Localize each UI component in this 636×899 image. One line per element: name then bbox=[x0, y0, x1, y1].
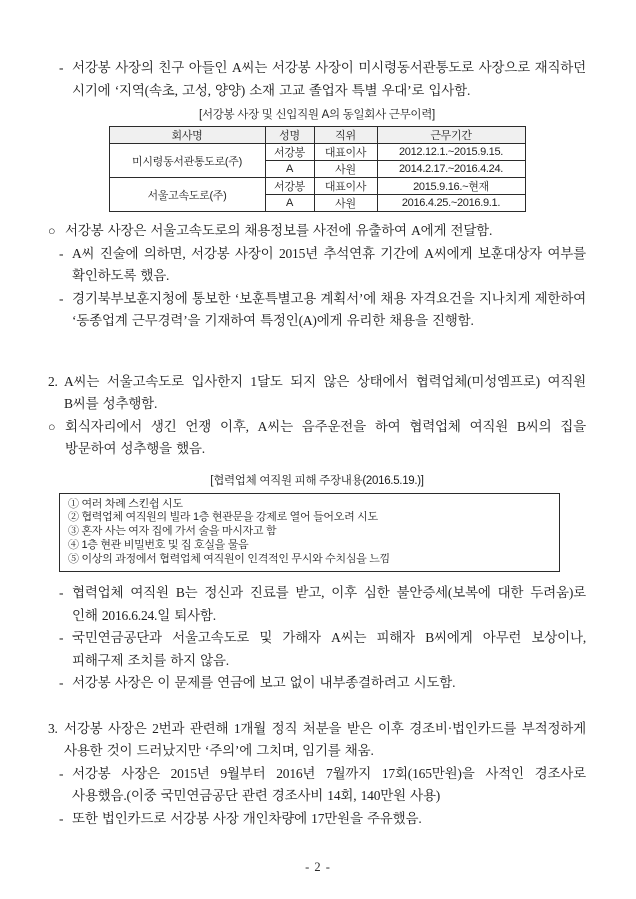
section-number: 2. bbox=[48, 373, 58, 389]
paragraph-text: 회식자리에서 생긴 언쟁 이후, A씨는 음주운전을 하여 협력업체 여직원 B씨의 집을 방문하여 성추행을 했음. bbox=[65, 418, 586, 456]
cell-name: A bbox=[265, 195, 314, 212]
cell-position: 사원 bbox=[314, 161, 377, 178]
paragraph-text: 또한 법인카드로 서강봉 사장 개인차량에 17만원을 주유했음. bbox=[72, 810, 422, 826]
victim-claims-box bbox=[59, 493, 560, 573]
page-number: - 2 - bbox=[305, 860, 331, 874]
paragraph-text: 서강봉 사장은 2015년 9월부터 2016년 7월까지 17회(165만원)을 사적인 경조사로 사용했음.(이중 국민연금공단 관련 경조사비 14회, 140만원 사용) bbox=[72, 765, 586, 804]
header-cell-company: 회사명 bbox=[109, 127, 265, 144]
claim-item: ⑤ 이상의 과정에서 협력업체 여직원이 인격적인 무시와 수치심을 느낌 bbox=[68, 552, 390, 565]
paragraph-text: 서강봉 사장의 친구 아들인 A씨는 서강봉 사장이 미시령동서관통도로 사장으로 재직하던 시기에 ‘지역(속초, 고성, 양양) 소재 고교 졸업자 특별 우대’로 입사함. bbox=[72, 60, 586, 98]
cell-name: 서강봉 bbox=[265, 144, 314, 161]
cell-period: 2015.9.16.~현재 bbox=[377, 178, 525, 195]
paragraph-internal-coverup bbox=[59, 672, 586, 695]
paragraph-text: 국민연금공단과 서울고속도로 및 가해자 A씨는 피해자 B씨에게 아무런 보상이나, 피해구제 조치를 하지 않음. bbox=[72, 630, 586, 668]
circle-bullet: ○ bbox=[48, 224, 56, 238]
dash-bullet: - bbox=[59, 765, 64, 781]
claim-item: ② 협력업체 여직원의 빌라 1층 현관문을 강제로 열어 들어오려 시도 bbox=[68, 511, 378, 524]
dash-bullet: - bbox=[59, 675, 64, 691]
dash-bullet: - bbox=[59, 630, 64, 646]
table-row bbox=[109, 178, 525, 195]
paragraph-incident-detail bbox=[48, 416, 586, 461]
paragraph-info-leak bbox=[48, 220, 586, 243]
paragraph-qualification-restrict bbox=[59, 288, 586, 333]
cell-name: A bbox=[265, 161, 314, 178]
paragraph-text: 협력업체 여직원 B는 정신과 진료를 받고, 이후 심한 불안증세(보복에 대한 두려움)로 인해 2016.6.24.일 퇴사함. bbox=[72, 585, 586, 623]
work-history-table bbox=[109, 126, 526, 212]
cell-position: 대표이사 bbox=[314, 178, 377, 195]
header-cell-period: 근무기간 bbox=[377, 127, 525, 144]
section-3-heading bbox=[48, 718, 586, 763]
claims-box-caption: [협력업체 여직원 피해 주장내용(2016.5.19.)] bbox=[210, 474, 424, 487]
cell-company: 서울고속도로(주) bbox=[109, 178, 265, 212]
paragraph-text: A씨는 서울고속도로 입사한지 1달도 되지 않은 상태에서 협력업체(미성엠프로) 여직원 B씨를 성추행함. bbox=[64, 373, 586, 411]
claim-item: ③ 혼자 사는 여자 집에 가서 술을 마시자고 함 bbox=[68, 525, 277, 538]
dash-bullet: - bbox=[59, 60, 64, 75]
cell-period: 2016.4.25.~2016.9.1. bbox=[377, 195, 525, 212]
cell-name: 서강봉 bbox=[265, 178, 314, 195]
table-header-row bbox=[109, 127, 525, 144]
paragraph-text: A씨 진술에 의하면, 서강봉 사장이 2015년 추석연휴 기간에 A씨에게 보훈대상자 여부를 확인하도록 했음. bbox=[72, 245, 586, 283]
claim-item: ① 여러 차례 스킨쉽 시도 bbox=[68, 497, 183, 510]
paragraph-fuel-expense bbox=[59, 808, 586, 831]
claim-item: ④ 1층 현관 비밀번호 및 집 호실을 물음 bbox=[68, 538, 249, 551]
paragraph-text: 경기북부보훈지청에 통보한 ‘보훈특별고용 계획서’에 채용 자격요건을 지나치게 제한하여 ‘동종업계 근무경력’을 기재하여 특정인(A)에게 유리한 채용을 진행함. bbox=[72, 290, 586, 328]
paragraph-text: 서강봉 사장은 2번과 관련해 1개월 정직 처분을 받은 이후 경조비·법인카드를 부적정하게 사용한 것이 드러났지만 ‘주의’에 그치며, 임기를 채움. bbox=[64, 720, 586, 759]
paragraph-victim-resignation bbox=[59, 582, 586, 627]
header-cell-name: 성명 bbox=[265, 127, 314, 144]
paragraph-text: 서강봉 사장은 서울고속도로의 채용정보를 사전에 유출하여 A에게 전달함. bbox=[65, 223, 493, 238]
cell-position: 사원 bbox=[314, 195, 377, 212]
header-cell-position: 직위 bbox=[314, 127, 377, 144]
cell-company: 미시령동서관통도로(주) bbox=[109, 144, 265, 178]
dash-bullet: - bbox=[59, 585, 64, 601]
dash-bullet: - bbox=[59, 290, 64, 306]
cell-period: 2012.12.1.~2015.9.15. bbox=[377, 144, 525, 161]
circle-bullet: ○ bbox=[48, 419, 56, 434]
paragraph-no-compensation bbox=[59, 627, 586, 672]
paragraph-veteran-check bbox=[59, 243, 586, 288]
cell-position: 대표이사 bbox=[314, 144, 377, 161]
paragraph-congratulatory-expenses bbox=[59, 763, 586, 808]
section-number: 3. bbox=[48, 720, 58, 736]
table-caption: [서강봉 사장 및 신입직원 A의 동일회사 근무이력] bbox=[199, 109, 435, 121]
dash-bullet: - bbox=[59, 245, 64, 261]
section-2-heading bbox=[48, 371, 586, 416]
paragraph-hiring-favoritism bbox=[59, 57, 586, 102]
cell-period: 2014.2.17.~2016.4.24. bbox=[377, 161, 525, 178]
table-row bbox=[109, 144, 525, 161]
paragraph-text: 서강봉 사장은 이 문제를 연금에 보고 없이 내부종결하려고 시도함. bbox=[72, 675, 456, 691]
dash-bullet: - bbox=[59, 810, 64, 826]
